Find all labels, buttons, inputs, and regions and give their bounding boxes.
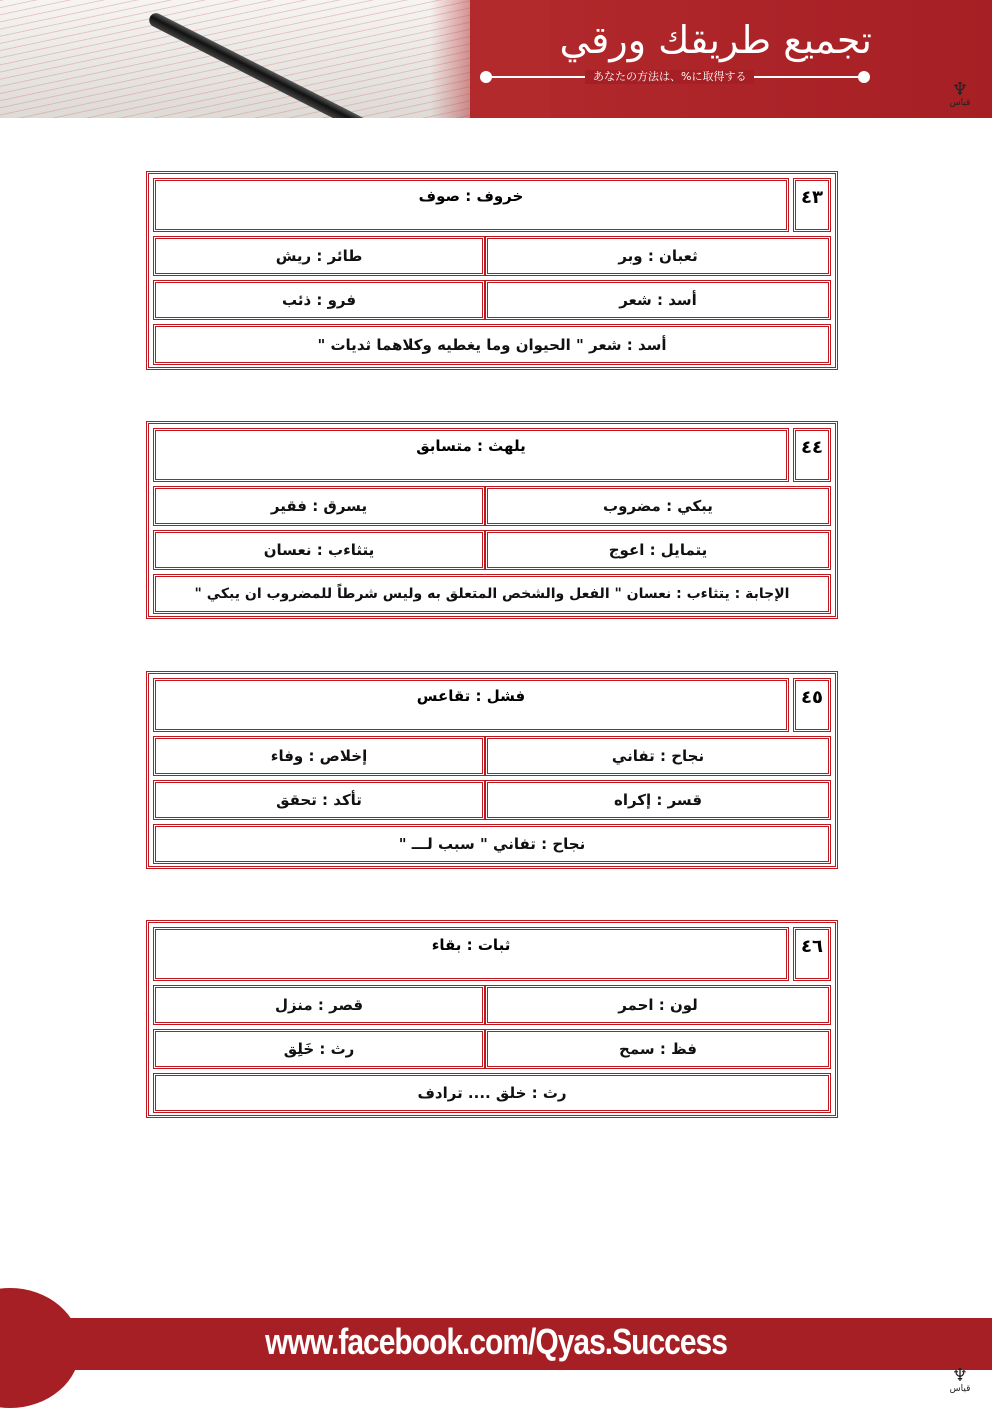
header-wave: [430, 0, 550, 118]
answer-row: نجاح : تفاني " سبب لـــ ": [153, 824, 831, 864]
option-d[interactable]: فرو : ذئب: [153, 280, 485, 320]
logo-glyph-icon: ♆: [951, 79, 969, 100]
option-a[interactable]: يبكي : مضروب: [485, 486, 831, 526]
tagline-dot-right: [858, 71, 870, 83]
question-stem: ثبات : بقاء: [153, 927, 789, 981]
option-b[interactable]: يسرق : فقير: [153, 486, 485, 526]
question-stem: خروف : صوف: [153, 178, 789, 232]
answer-row: الإجابة : يتثاءب : نعسان " الفعل والشخص المتعلق به وليس شرطاً للمضروب ان يبكي ": [153, 574, 831, 614]
option-c[interactable]: يتمايل : اعوج: [485, 530, 831, 570]
brand-title: تجميع طريقك ورقي: [559, 18, 872, 62]
question-box-44: [146, 421, 838, 619]
logo-text: قياس: [949, 98, 971, 108]
option-d[interactable]: يتثاءب : نعسان: [153, 530, 485, 570]
tagline-text: あなたの方法は、%に取得する: [585, 70, 754, 84]
tagline-dot-left: [480, 71, 492, 83]
option-a[interactable]: نجاح : تفاني: [485, 736, 831, 776]
logo-text: قياس: [949, 1384, 971, 1394]
question-number: ٤٦: [793, 927, 831, 981]
header-logo: [940, 79, 980, 108]
question-number: ٤٤: [793, 428, 831, 482]
option-b[interactable]: طائر : ريش: [153, 236, 485, 276]
page-header: [0, 0, 992, 118]
question-stem: يلهث : متسابق: [153, 428, 789, 482]
option-a[interactable]: لون : احمر: [485, 985, 831, 1025]
question-number: ٤٥: [793, 678, 831, 732]
question-box-45: [146, 671, 838, 869]
option-c[interactable]: قسر : إكراه: [485, 780, 831, 820]
option-d[interactable]: تأكد : تحقق: [153, 780, 485, 820]
option-b[interactable]: إخلاص : وفاء: [153, 736, 485, 776]
answer-row: رث : خلق .... ترادف: [153, 1073, 831, 1113]
question-box-43: [146, 171, 838, 370]
option-b[interactable]: قصر : منزل: [153, 985, 485, 1025]
answer-row: أسد : شعر " الحيوان وما يغطيه وكلاهما ثديات ": [153, 324, 831, 365]
question-stem: فشل : تقاعس: [153, 678, 789, 732]
option-c[interactable]: فظ : سمح: [485, 1029, 831, 1069]
option-a[interactable]: ثعبان : وبر: [485, 236, 831, 276]
question-box-46: [146, 920, 838, 1118]
logo-glyph-icon: ♆: [951, 1365, 969, 1386]
option-d[interactable]: رث : خَلِق: [153, 1029, 485, 1069]
footer-logo: [940, 1365, 980, 1394]
footer-url-link[interactable]: www.facebook.com/Qyas.Success: [265, 1322, 727, 1363]
option-c[interactable]: أسد : شعر: [485, 280, 831, 320]
question-number: ٤٣: [793, 178, 831, 232]
